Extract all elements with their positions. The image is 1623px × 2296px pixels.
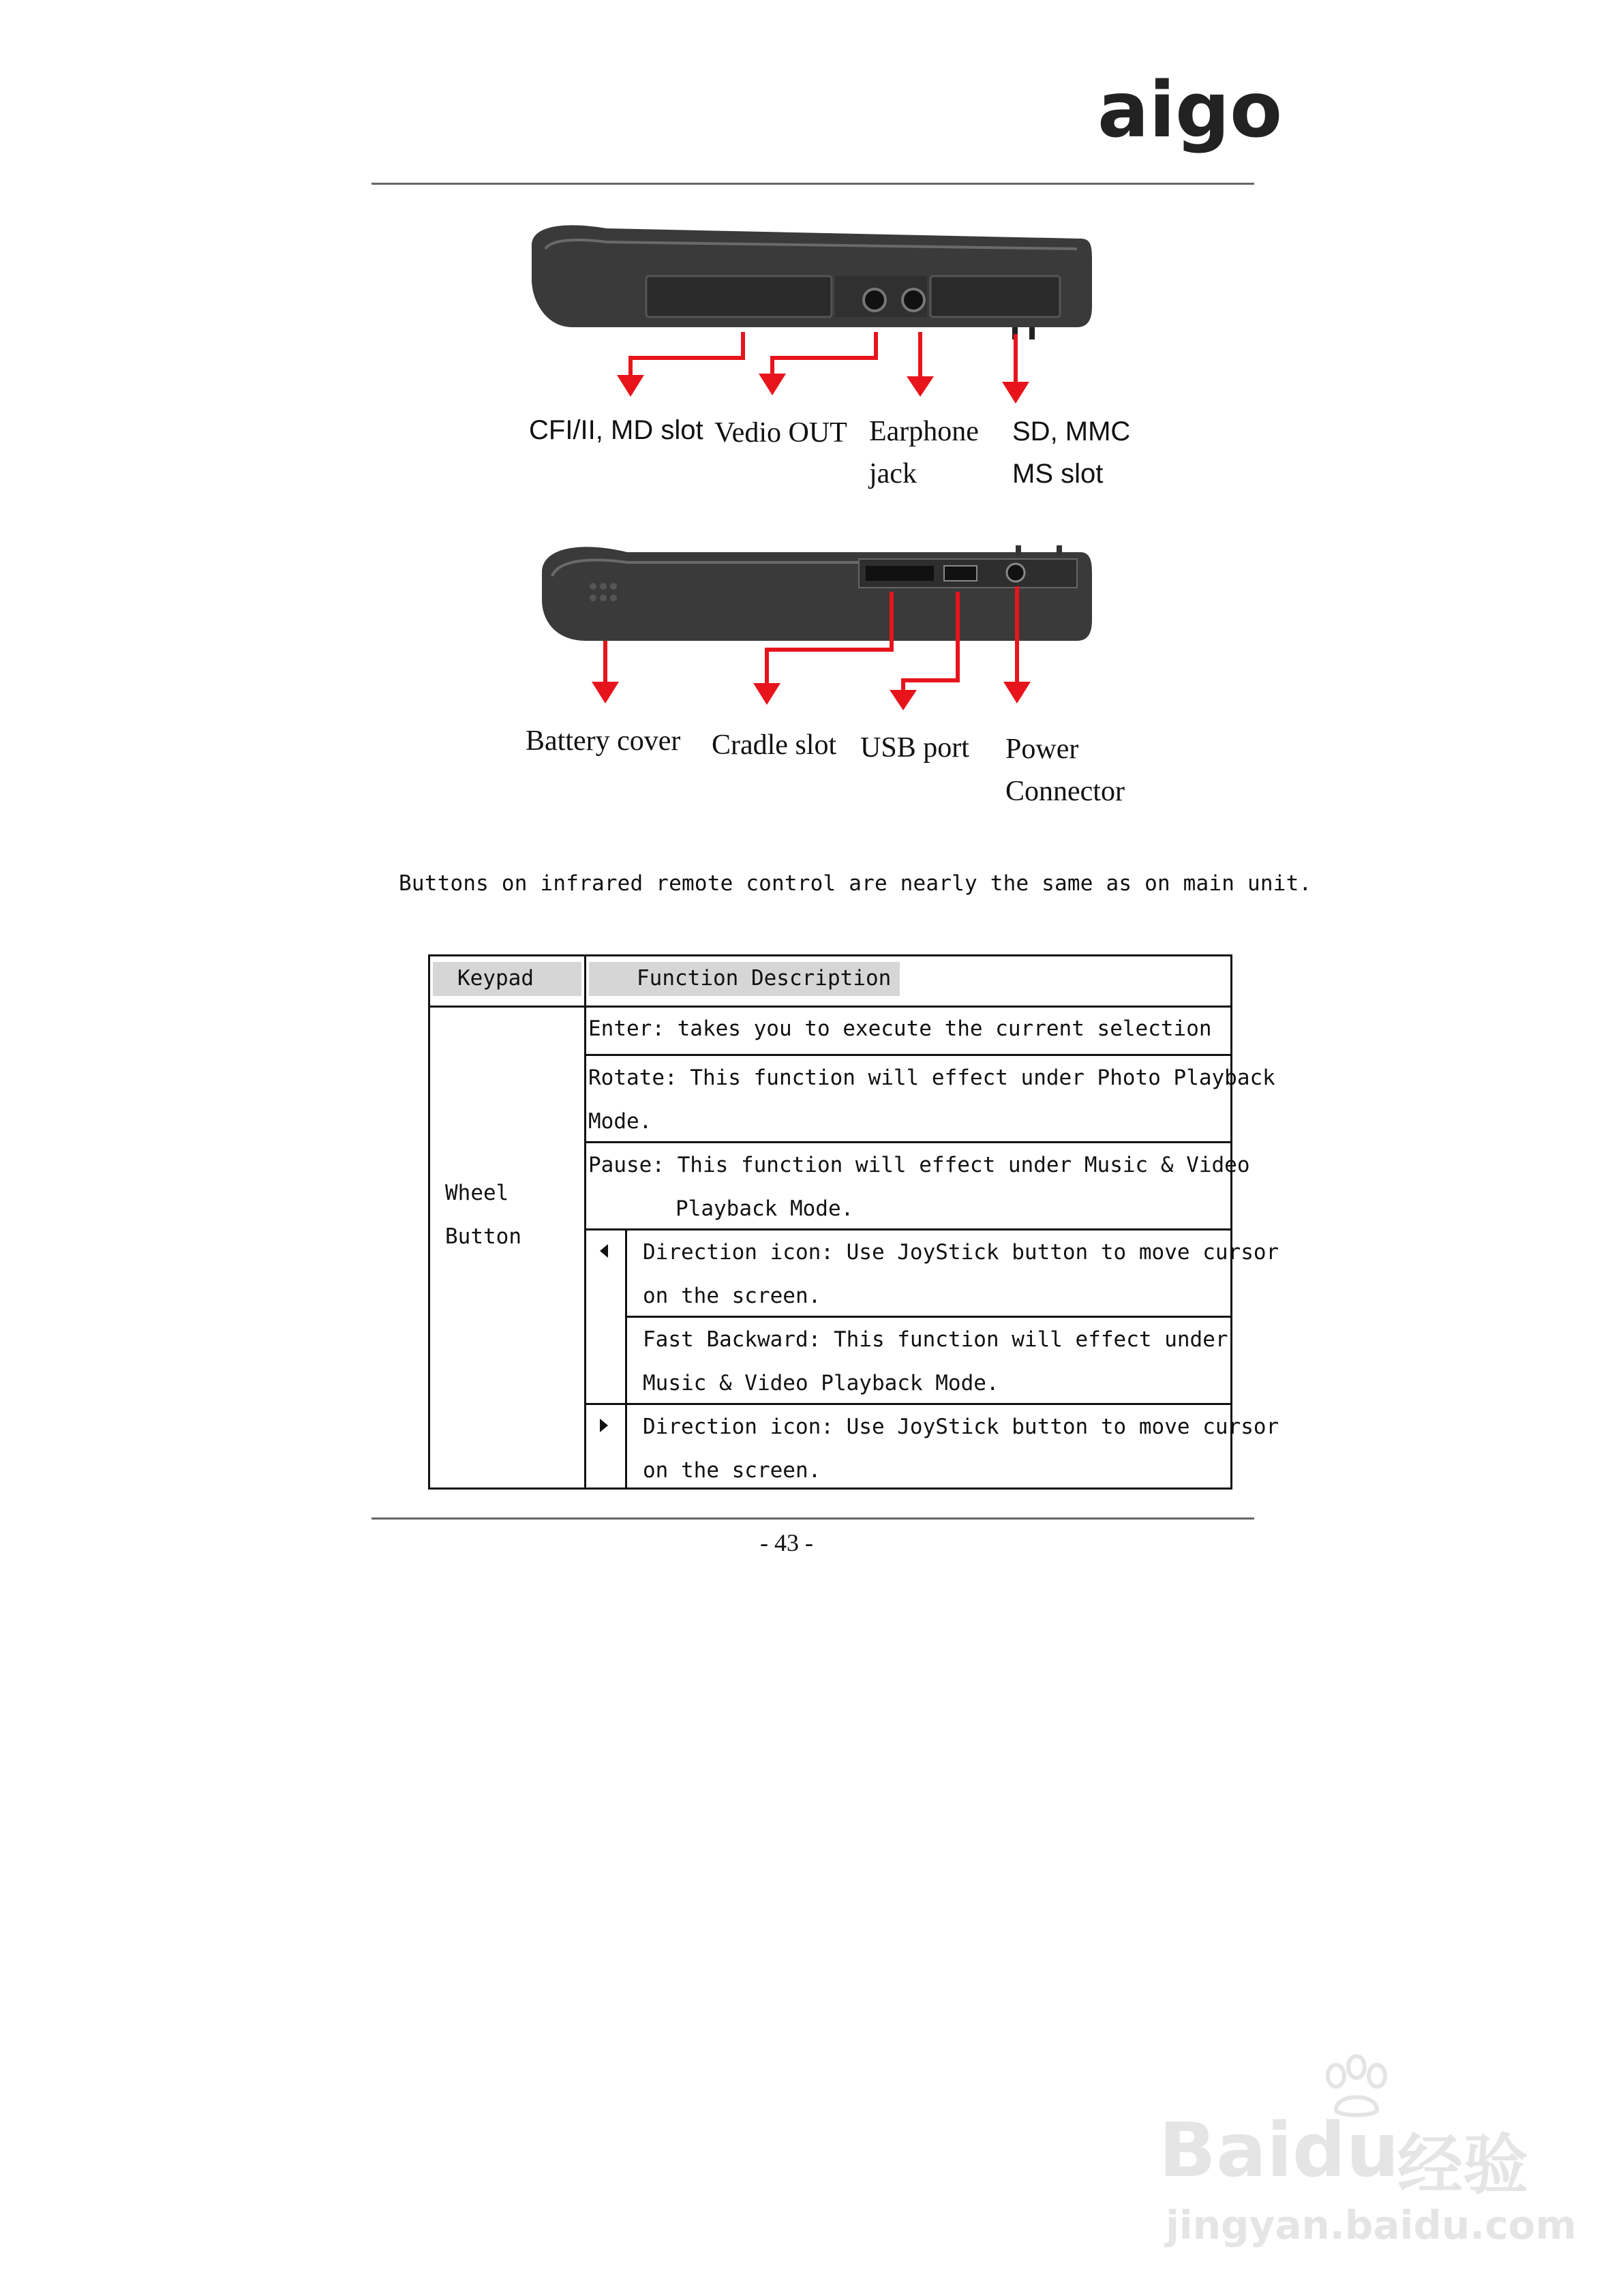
keypad-function-table (428, 954, 1279, 1490)
row-pause: Pause: This function will effect under Music & Video (588, 1153, 1250, 1177)
label-usb-port: USB port (860, 732, 969, 764)
right-triangle-icon (597, 1417, 611, 1434)
device-top-view-illustration (504, 218, 1118, 416)
watermark-url: jingyan.baidu.com (1166, 2202, 1577, 2248)
label-ms-slot: MS slot (1012, 459, 1104, 489)
label-earphone: Earphone (869, 416, 979, 447)
page-number: - 43 - (760, 1529, 813, 1556)
footer-rule (371, 1517, 1254, 1520)
row-rotate-cont: Mode. (588, 1109, 652, 1134)
icon-column-divider (625, 1228, 627, 1487)
label-cf-md-slot: CFI/II, MD slot (529, 415, 703, 445)
left-triangle-icon (597, 1243, 611, 1259)
row-fast-backward-cont: Music & Video Playback Mode. (643, 1371, 999, 1395)
column-divider (584, 956, 586, 1487)
row-enter: Enter: takes you to execute the current selection (588, 1016, 1212, 1041)
watermark-cn: 经验 (1397, 2127, 1528, 2203)
row-rotate: Rotate: This function will effect under Photo Playback (588, 1066, 1275, 1090)
row-direction-right: Direction icon: Use JoyStick button to move cursor (643, 1415, 1279, 1439)
row-direction-right-cont: on the screen. (643, 1458, 821, 1483)
intro-text: Buttons on infrared remote control are nearly the same as on main unit. (399, 871, 1312, 896)
label-video-out: Vedio OUT (714, 417, 847, 449)
label-sd-mmc: SD, MMC (1012, 417, 1131, 447)
label-cradle-slot: Cradle slot (712, 729, 837, 761)
label-jack: jack (869, 458, 917, 489)
baidu-jingyan-watermark (1159, 2052, 1577, 2256)
row-fast-backward: Fast Backward: This function will effect under (643, 1327, 1228, 1352)
label-power: Power (1005, 734, 1079, 765)
header-rule (371, 183, 1254, 185)
keypad-name-line: Button (445, 1224, 521, 1249)
label-battery-cover: Battery cover (526, 725, 681, 757)
logo-text: aigo (1097, 66, 1283, 155)
header-function: Function Description (637, 966, 892, 991)
header-keypad: Keypad (457, 966, 534, 991)
watermark-brand: Baidu (1159, 2106, 1399, 2194)
row-pause-cont: Playback Mode. (676, 1196, 854, 1221)
label-connector: Connector (1005, 776, 1125, 807)
aigo-logo (1097, 61, 1283, 191)
device-bottom-view-illustration (504, 532, 1118, 729)
keypad-name-line: Wheel (445, 1181, 509, 1205)
row-direction-left: Direction icon: Use JoyStick button to move cursor (643, 1240, 1279, 1265)
row-direction-left-cont: on the screen. (643, 1284, 821, 1308)
